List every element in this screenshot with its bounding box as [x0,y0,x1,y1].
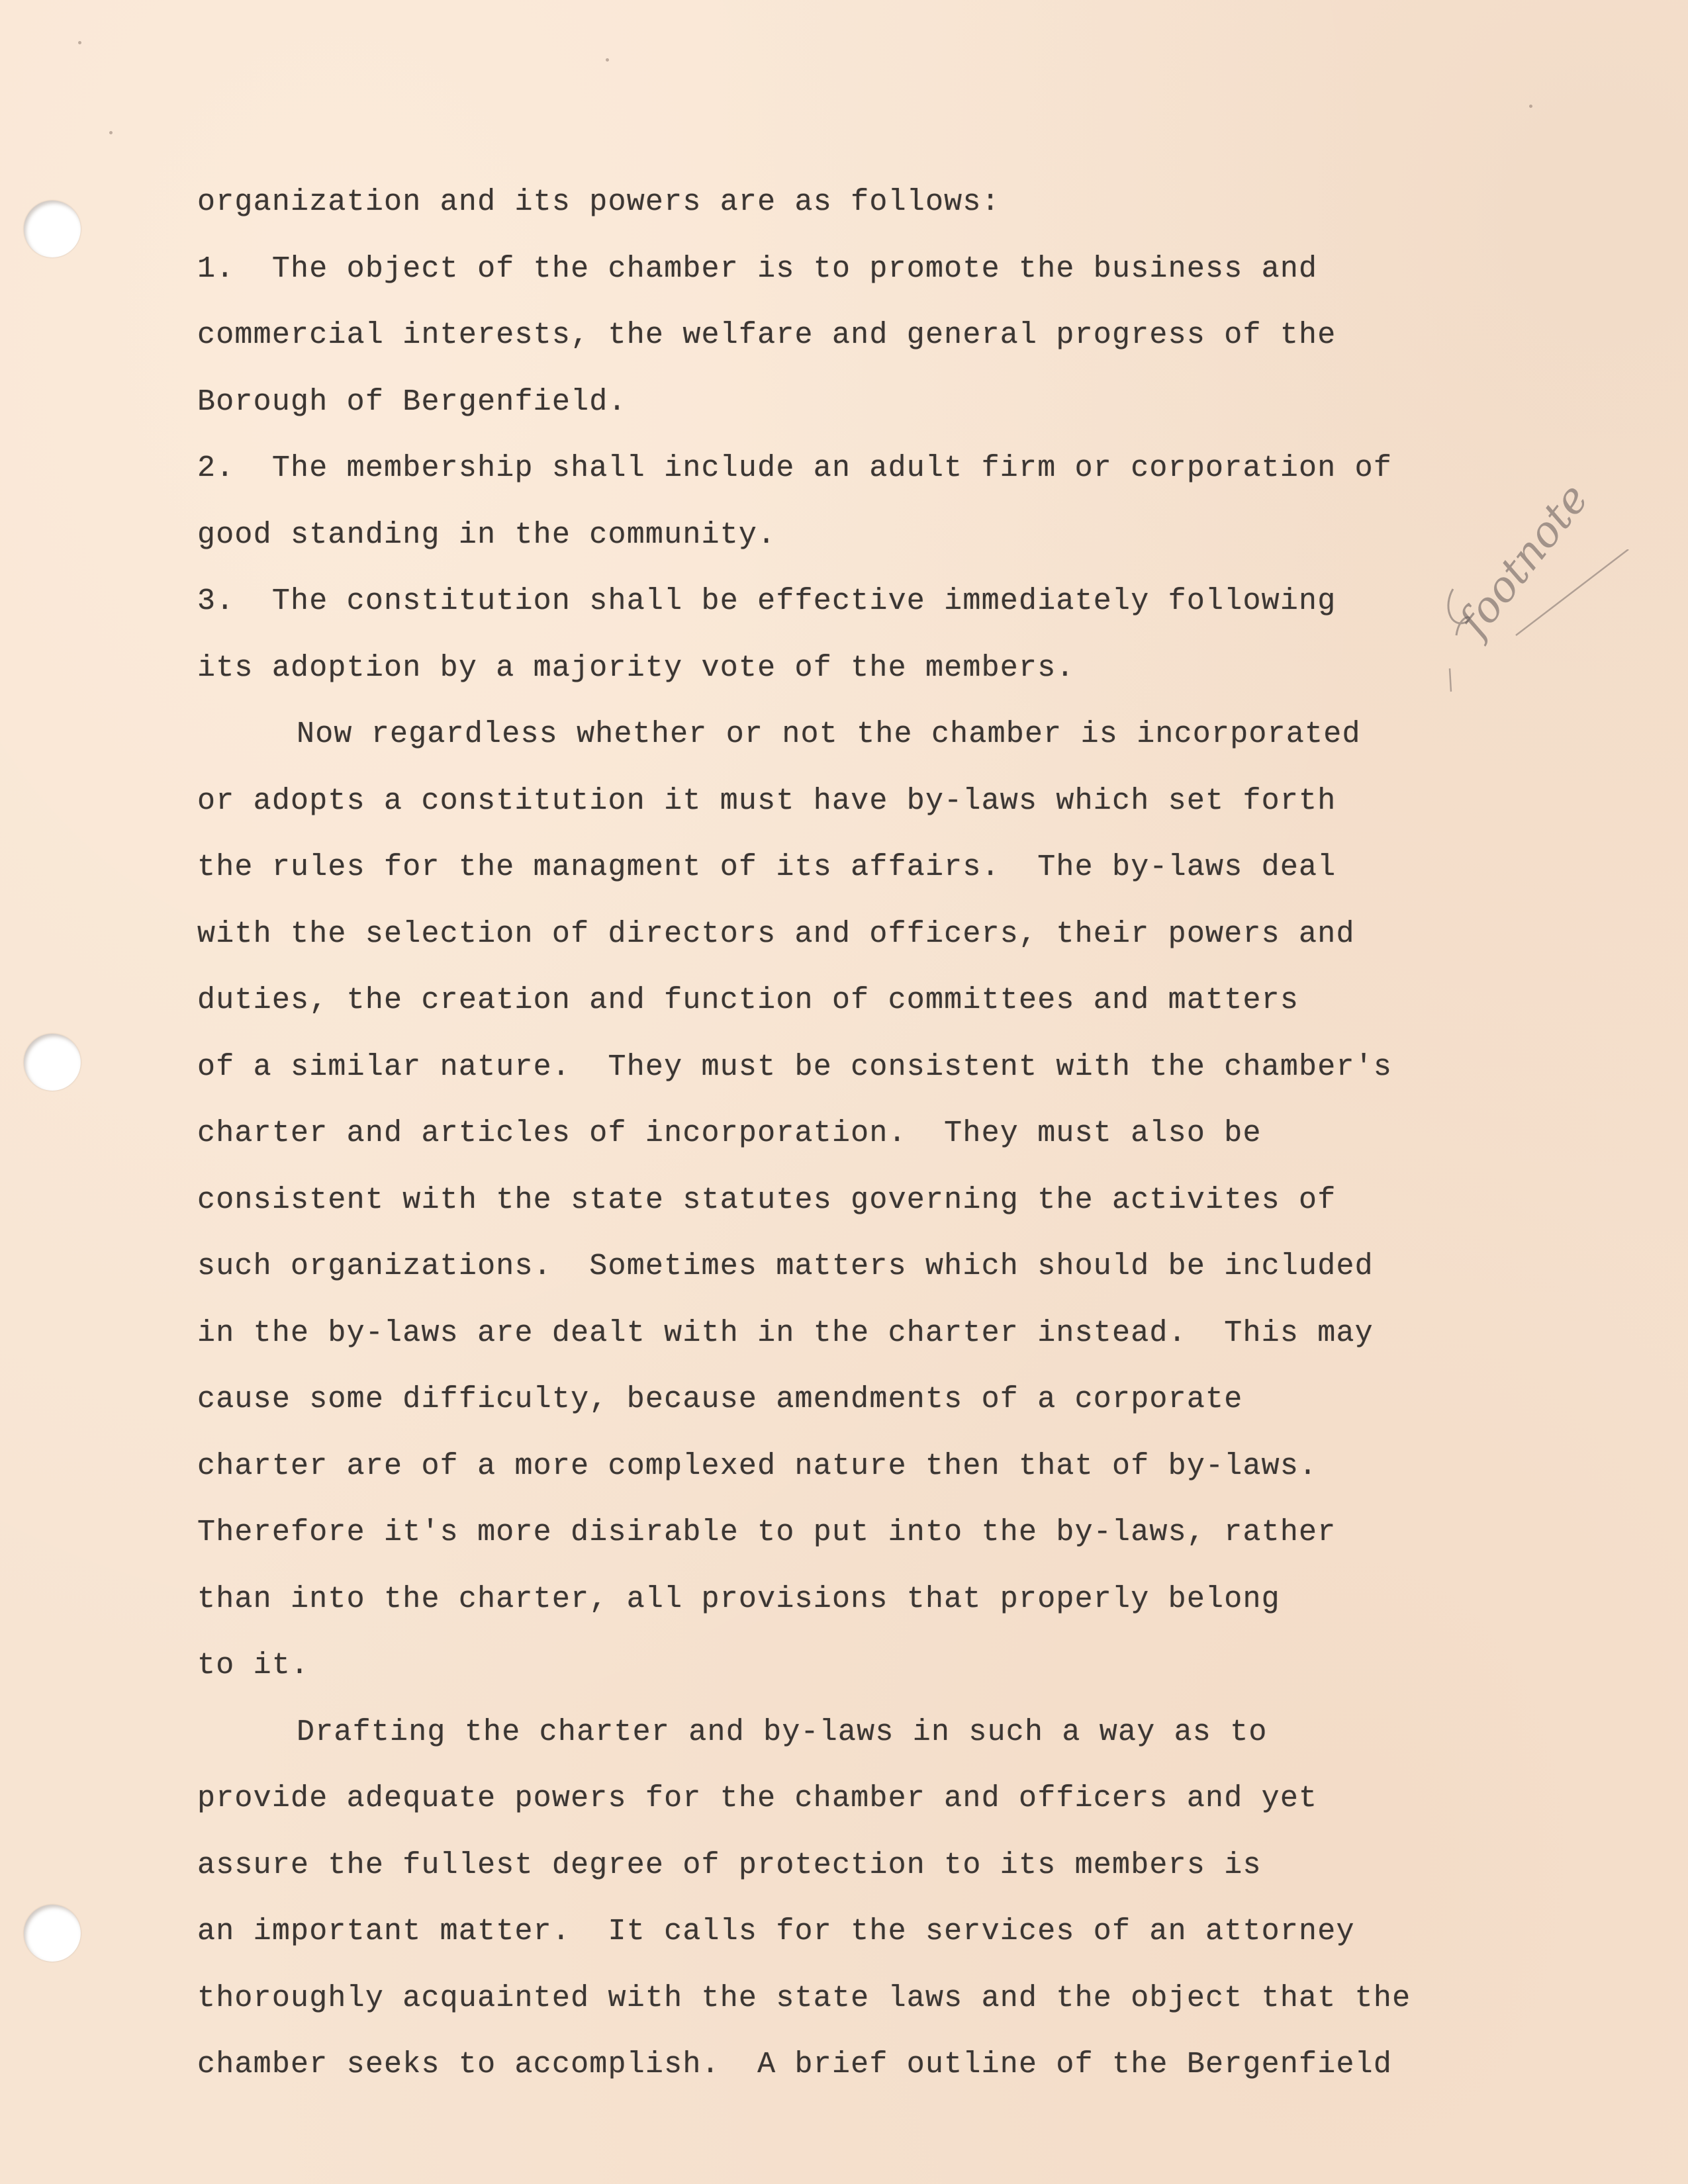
text-line: organization and its powers are as follows: [197,185,1000,219]
text-line: than into the charter, all provisions that properly belong [197,1582,1280,1616]
text-line: the rules for the managment of its affairs. The by-laws deal [197,850,1336,884]
text-line: charter and articles of incorporation. They must also be [197,1116,1262,1150]
text-line: 2. The membership shall include an adult firm or corporation of [197,451,1393,485]
text-line: with the selection of directors and officers, their powers and [197,917,1355,951]
text-line: cause some difficulty, because amendments of a corporate [197,1383,1243,1416]
text-line: or adopts a constitution it must have by-laws which set forth [197,784,1336,818]
text-line: consistent with the state statutes governing the activites of [197,1183,1336,1217]
text-line: Borough of Bergenfield. [197,385,627,419]
paper-speck [1529,105,1532,108]
paper-speck [606,58,609,62]
text-line: 1. The object of the chamber is to promote the business and [197,251,1318,286]
binder-hole-middle [24,1034,81,1091]
text-line: good standing in the community. [197,518,776,552]
text-line: chamber seeks to accomplish. A brief outline of the Bergenfield [197,2048,1393,2081]
text-line: duties, the creation and function of committees and matters [197,983,1299,1017]
paragraph-start-line: Drafting the charter and by-laws in such a way as to [297,1715,1268,1749]
text-line: commercial interests, the welfare and general progress of the [197,318,1336,352]
paper-speck [78,41,81,44]
paper-speck [109,131,113,134]
margin-note-text: footnote [1450,475,1599,646]
text-line: to it. [197,1649,310,1682]
text-line: such organizations. Sometimes matters which should be included [197,1250,1374,1283]
text-line: an important matter. It calls for the services of an attorney [197,1915,1355,1948]
handwritten-margin-note [1436,475,1635,695]
text-line: of a similar nature. They must be consistent with the chamber's [197,1050,1393,1084]
text-line: thoroughly acquainted with the state laws and the object that the [197,1981,1411,2015]
binder-hole-bottom [24,1905,81,1962]
text-line: in the by-laws are dealt with in the charter instead. This may [197,1316,1374,1350]
text-line: 3. The constitution shall be effective immediately following [197,584,1336,618]
typed-body-text [197,169,1521,2099]
text-line: its adoption by a majority vote of the members. [197,651,1075,685]
text-line: assure the fullest degree of protection to its members is [197,1848,1262,1882]
binder-hole-top [24,201,81,257]
text-line: Therefore it's more disirable to put into the by-laws, rather [197,1516,1336,1549]
text-line: provide adequate powers for the chamber and officers and yet [197,1782,1318,1815]
paragraph-start-line: Now regardless whether or not the chamber is incorporated [297,717,1361,751]
text-line: charter are of a more complexed nature then that of by-laws. [197,1449,1318,1483]
